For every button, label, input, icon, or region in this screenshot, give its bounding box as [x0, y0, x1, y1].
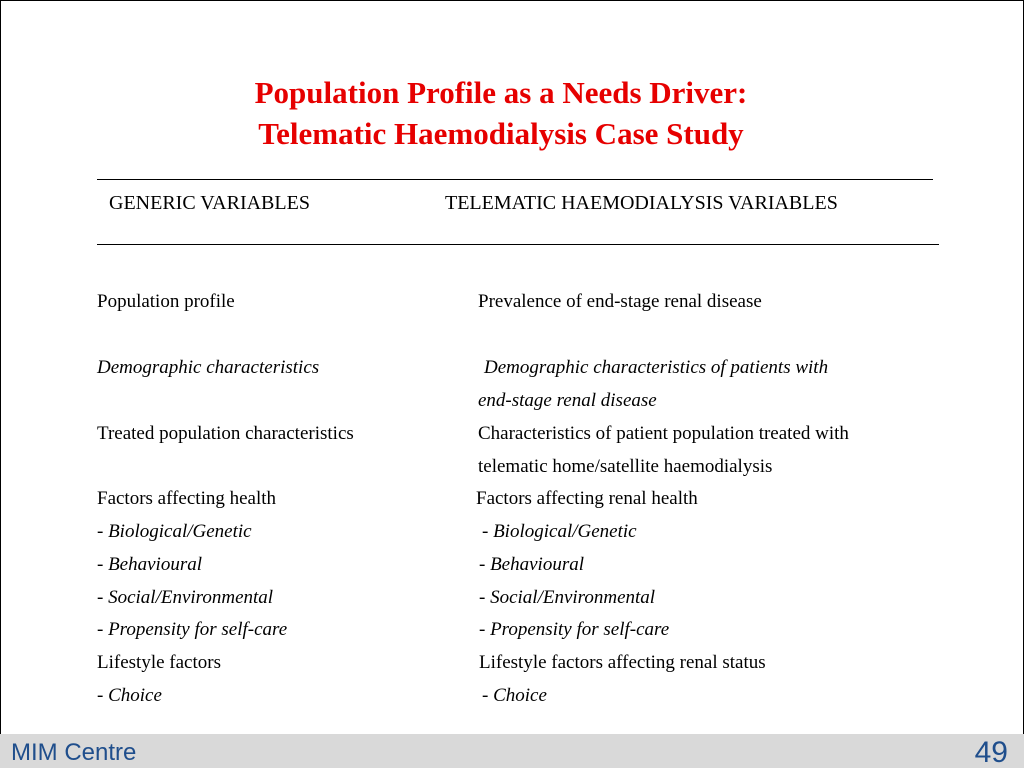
right-cell-text: Behavioural — [490, 554, 585, 575]
left-cell — [97, 554, 202, 576]
right-cell — [479, 619, 669, 641]
slide-page-number: 49 — [974, 736, 1008, 769]
right-cell-text: Biological/Genetic — [493, 521, 637, 542]
dash: - — [479, 554, 491, 575]
left-cell: Population profile — [97, 291, 235, 312]
right-cell — [482, 685, 547, 707]
left-cell-text: Propensity for self-care — [108, 619, 288, 640]
left-cell: Treated population characteristics — [97, 423, 354, 444]
right-cell-text: Propensity for self-care — [490, 619, 670, 640]
dash: - — [479, 587, 491, 608]
dash: - — [97, 554, 109, 575]
header-bottom-rule — [97, 244, 939, 245]
right-cell-text: Social/Environmental — [490, 587, 656, 608]
right-cell — [479, 587, 655, 609]
dash: - — [479, 619, 491, 640]
header-telematic-variables: TELEMATIC HAEMODIALYSIS VARIABLES — [445, 192, 838, 214]
left-cell — [97, 587, 273, 609]
left-cell-text: Behavioural — [108, 554, 203, 575]
right-cell: telematic home/satellite haemodialysis — [478, 456, 773, 477]
dash: - — [482, 685, 494, 706]
right-cell: Characteristics of patient population treated with — [478, 423, 849, 444]
header-top-rule — [97, 179, 933, 180]
right-cell: Prevalence of end-stage renal disease — [478, 291, 762, 312]
left-cell-text: Choice — [108, 685, 162, 706]
slide-title-line-2: Telematic Haemodialysis Case Study — [258, 116, 744, 151]
left-cell: Factors affecting health — [97, 488, 277, 509]
right-cell: Lifestyle factors affecting renal status — [479, 652, 766, 673]
dash: - — [97, 587, 109, 608]
dash: - — [97, 619, 109, 640]
footer-org-name: MIM Centre — [11, 739, 137, 766]
left-cell: Demographic characteristics — [97, 357, 320, 378]
dash: - — [482, 521, 494, 542]
left-cell — [97, 521, 252, 543]
dash: - — [97, 521, 109, 542]
left-cell-text: Social/Environmental — [108, 587, 274, 608]
right-cell: Demographic characteristics of patients with — [484, 357, 829, 378]
left-cell — [97, 685, 162, 707]
right-cell — [479, 554, 584, 576]
left-cell: Lifestyle factors — [97, 652, 221, 673]
header-generic-variables: GENERIC VARIABLES — [109, 192, 310, 214]
slide-title-line-1: Population Profile as a Needs Driver: — [254, 75, 748, 110]
right-cell-text: Choice — [493, 685, 547, 706]
right-cell: Factors affecting renal health — [476, 488, 698, 509]
slide-footer — [0, 734, 1024, 768]
right-cell: end-stage renal disease — [478, 390, 657, 411]
dash: - — [97, 685, 109, 706]
left-cell-text: Biological/Genetic — [108, 521, 252, 542]
left-cell — [97, 619, 287, 641]
right-cell — [482, 521, 637, 543]
